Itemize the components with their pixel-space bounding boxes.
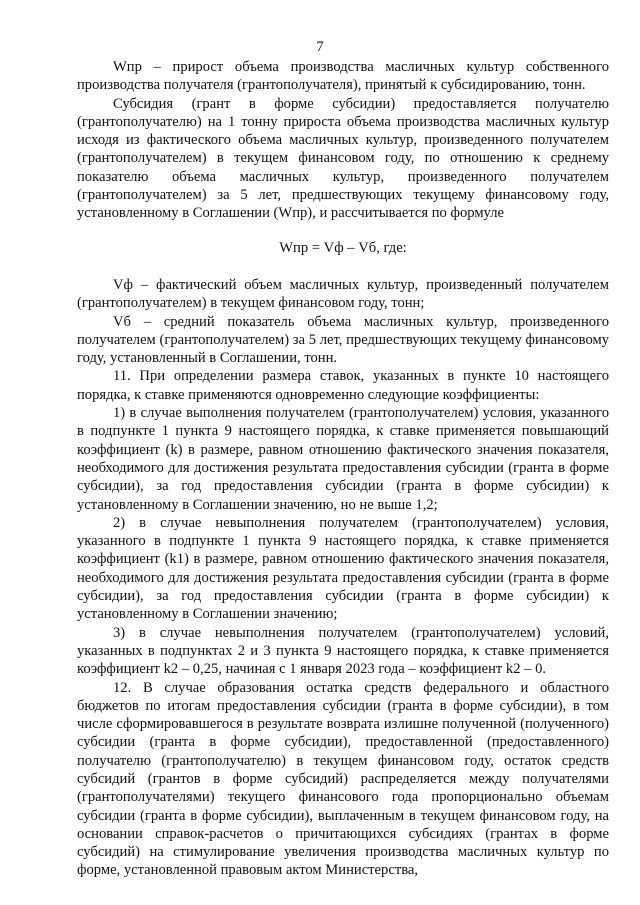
paragraph-item-12: 12. В случае образования остатка средств федерального и областного бюджетов по итогам предоставления субсидии (гранта в форме субсидии), в том числе сформировавшегося в результате возврата излишне полученной (полученного) субсидии (гранта в форме субсидии), предоставленной (предоставленного) получателю (грантополучателю) в текущем финансовом году, остаток средств субсидий (грантов в форме субсидий) распределяется между получателями (грантополучателями) текущего финансового года пропорционально объемам субсидии (гранта в форме субсидии), выплаченным в текущем финансовом году, на основании справок-расчетов о причитающихся субсидиях (грантах в форме субсидий) на стимулирование увеличения производства масличных культур по форме, установленной правовым актом Министерства, — [77, 679, 609, 879]
paragraph-vf-definition: Vф – фактический объем масличных культур, произведенный получателем (грантополучателем) в текущем финансовом году, тонн; — [77, 276, 609, 312]
paragraph-coefficient-1: 1) в случае выполнения получателем (грантополучателем) условия, указанного в подпункте 1 пункта 9 настоящего порядка, к ставке применяется повышающий коэффициент (k) в размере, равном отношению фактического значения показателя, необходимого для достижения результата предоставления субсидии (гранта в форме субсидии), за год предоставления субсидии (гранта в форме субсидии) к установленному в Соглашении значению, но не выше 1,2; — [77, 405, 609, 513]
paragraph-coefficient-2: 2) в случае невыполнения получателем (грантополучателем) условия, указанного в подпункте 1 пункта 9 настоящего порядка, к ставке применяется коэффициент (k1) в размере, равном отношению фактического значения показателя, необходимого для достижения результата предоставления субсидии (гранта в форме субсидии), за год предоставления субсидии (гранта в форме субсидии) к установленному в Соглашении значению; — [77, 514, 609, 623]
paragraph-wpr-definition: Wпр – прирост объема производства масличных культур собственного производства получателя (грантополучателя), принятый к субсидированию, тонн. — [77, 59, 609, 94]
page-number: 7 — [316, 39, 324, 55]
paragraph-item-11: 11. При определении размера ставок, указанных в пункте 10 настоящего порядка, к ставке применяются одновременно следующие коэффициенты: — [77, 368, 609, 403]
paragraph-subsidy-calculation: Субсидия (грант в форме субсидии) предоставляется получателю (грантополучателю) на 1 тонну прироста объема производства масличных культур исходя из фактического объема масличных культур, произведенного получателем (грантополучателем) в текущем финансовом году, по отношению к среднему показателю объема масличных культур, произведенного получателем (грантополучателем) за 5 лет, предшествующих текущему финансовому году, установленному в Соглашении (Wпр), и рассчитывается по формуле — [77, 95, 609, 222]
paragraph-vb-definition: Vб – средний показатель объема масличных культур, произведенного получателем (грантополучателем) за 5 лет, предшествующих текущему финансовому году, установленный в Соглашении, тонн. — [77, 313, 609, 367]
document-body — [77, 58, 609, 880]
formula: Wпр = Vф – Vб, где: — [279, 239, 407, 256]
paragraph-coefficient-3: 3) в случае невыполнения получателем (грантополучателем) условий, указанных в подпунктах 2 и 3 пункта 9 настоящего порядка, к ставке применяется коэффициент k2 – 0,25, начиная с 1 января 2023 года – коэффициент k2 – 0. — [77, 624, 609, 678]
